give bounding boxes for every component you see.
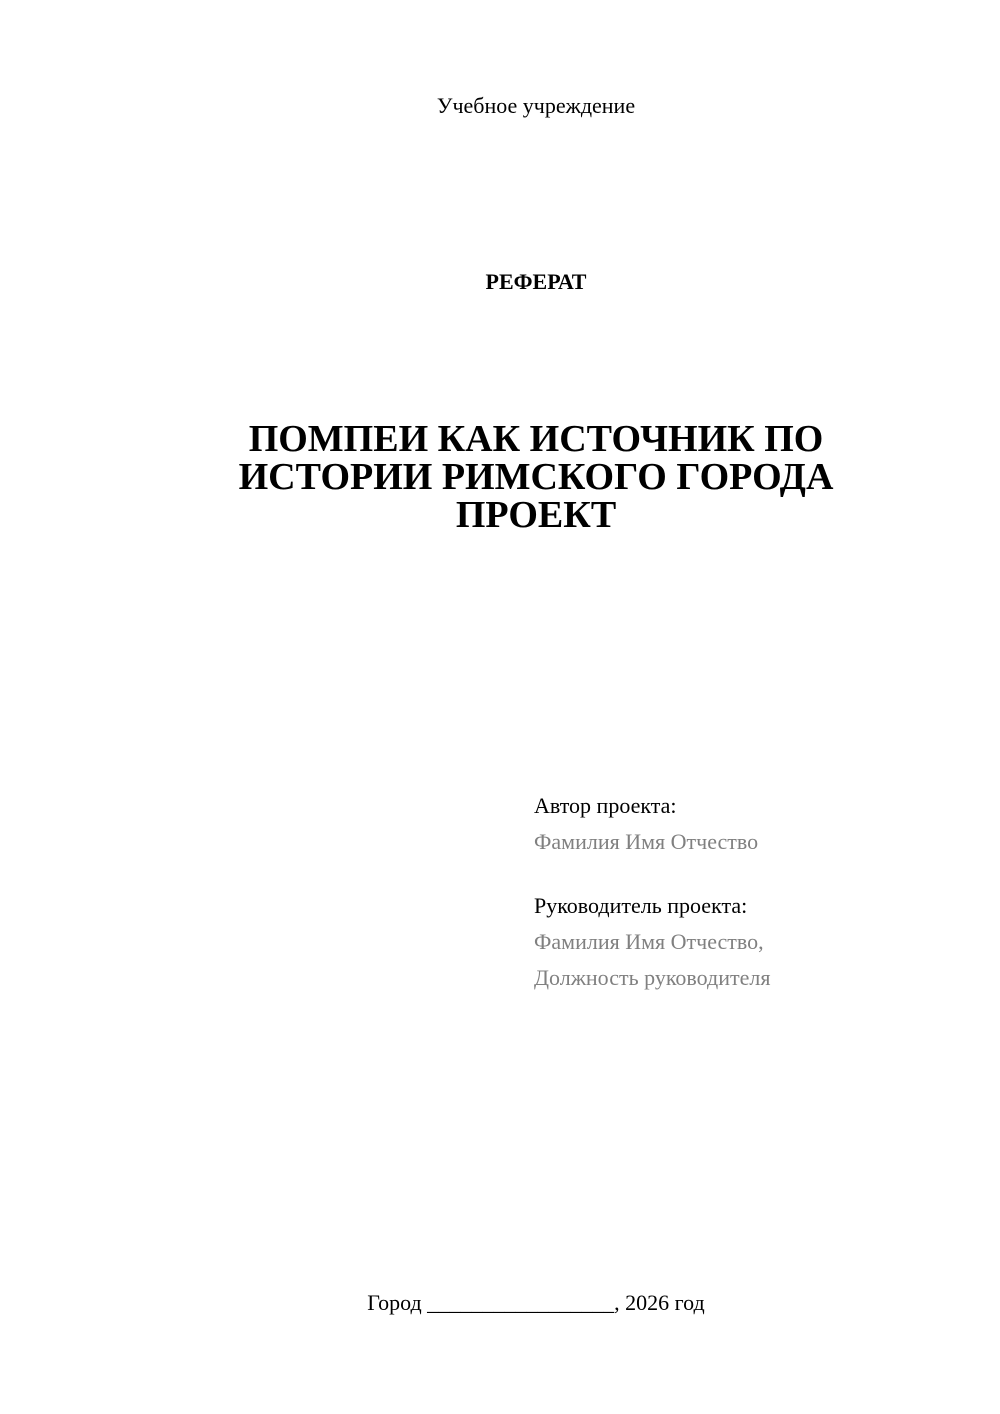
author-name: Фамилия Имя Отчество bbox=[534, 829, 759, 854]
supervisor-position: Должность руководителя bbox=[534, 965, 771, 990]
title-line: ПРОЕКТ bbox=[455, 494, 617, 536]
author-label: Автор проекта: bbox=[534, 793, 677, 818]
city-label: Город bbox=[367, 1290, 422, 1315]
supervisor-name: Фамилия Имя Отчество, bbox=[534, 929, 764, 954]
supervisor-label: Руководитель проекта: bbox=[534, 893, 748, 918]
year-text: , 2026 год bbox=[614, 1290, 705, 1315]
title-line: ИСТОРИИ РИМСКОГО ГОРОДА bbox=[238, 456, 834, 498]
city-year-line bbox=[0, 1288, 1000, 1318]
institution-name: Учебное учреждение bbox=[436, 93, 636, 118]
city-blank: _________________ bbox=[427, 1290, 615, 1315]
document-title bbox=[186, 420, 886, 534]
signature-block bbox=[534, 788, 974, 996]
document-type: РЕФЕРАТ bbox=[485, 269, 587, 294]
title-line: ПОМПЕИ КАК ИСТОЧНИК ПО bbox=[248, 418, 824, 460]
spacer bbox=[534, 860, 974, 888]
